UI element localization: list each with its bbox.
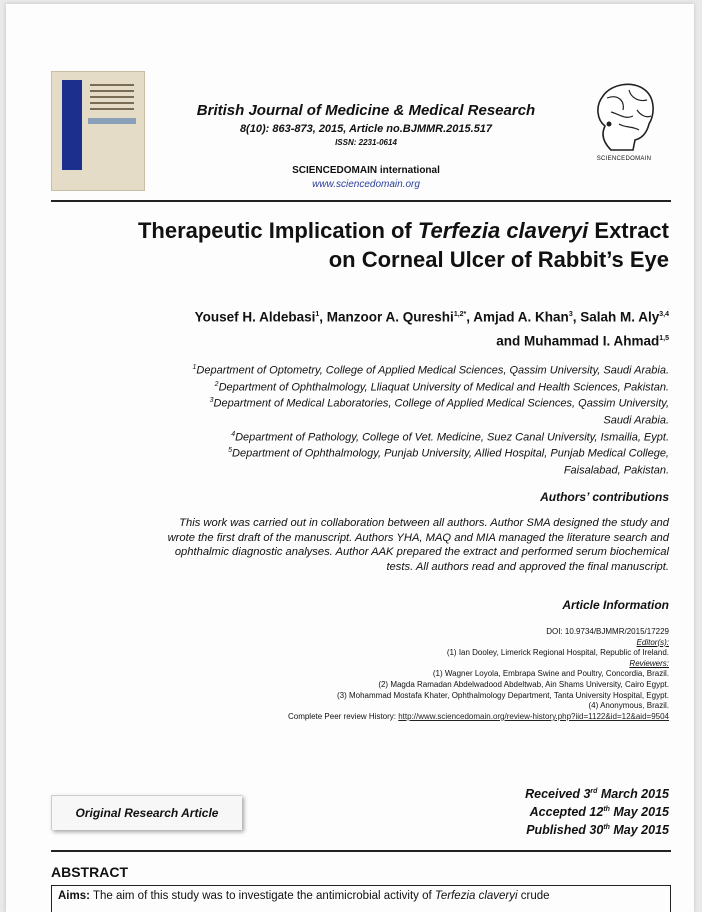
author-name: and Muhammad I. Ahmad [496, 333, 660, 348]
affiliation-sup: 4 [231, 430, 236, 438]
reviewer-entry: (1) Wagner Loyola, Embrapa Swine and Poultry, Concordia, Brazil. [432, 669, 669, 679]
editor-entry: (1) Ian Dooley, Limerick Regional Hospital, Republic of Ireland. [446, 648, 669, 658]
author-separator: , [572, 309, 581, 325]
logo-caption: SCIENCEDOMAIN [596, 156, 652, 162]
date-sup: th [603, 824, 610, 832]
reviewers-label: Reviewers: [629, 658, 669, 668]
author-affil-sup: 1,2* [453, 311, 467, 318]
date-accepted [406, 802, 669, 820]
contributions-line: This work was carried out in collaboration between all authors. Author SMA designed the study and [179, 517, 669, 529]
affiliation-text: Department of Pathology, College of Vet. Medicine, Suez Canal University, Ismailia, Eypt. [235, 431, 669, 444]
affiliation-line [51, 361, 669, 378]
affiliation-sup: 1 [192, 364, 197, 371]
date-rest: May 2015 [609, 805, 669, 820]
author-name: Yousef H. Aldebasi [194, 309, 316, 325]
article-info [51, 627, 669, 722]
author-list [51, 304, 669, 351]
peer-review-history [51, 712, 669, 723]
author-affil-sup: 1 [315, 311, 320, 318]
publisher-url[interactable]: www.sciencedomain.org [312, 179, 420, 190]
date-sup: rd [590, 788, 598, 795]
date-label: Received 3 [525, 787, 591, 802]
title-line-2: on Corneal Ulcer of Rabbit’s Eye [328, 247, 669, 272]
journal-name: British Journal of Medicine & Medical Research [196, 102, 536, 119]
affiliation-text: Department of Optometry, College of Applied Medical Sciences, Qassim University, Saudi Arabia. [196, 364, 669, 377]
title-part-2: Extract [588, 218, 669, 243]
journal-volume: 8(10): 863-873, 2015, Article no.BJMMR.2015.517 [239, 123, 493, 135]
date-received [406, 784, 669, 802]
cover-stripe [88, 118, 136, 124]
affiliation-text: Saudi Arabia. [603, 414, 669, 427]
title-part-1: Therapeutic Implication of [137, 218, 418, 243]
affiliation-text: Department of Medical Laboratories, College of Applied Medical Sciences, Qassim University, [213, 397, 669, 410]
publisher-name: SCIENCEDOMAIN international [292, 165, 440, 176]
author-separator: , [319, 309, 327, 325]
reviewer-entry: (3) Mohammad Mostafa Khater, Ophthalmology Department, Tanta University Hospital, Egypt. [336, 690, 669, 700]
date-sup: th [603, 806, 610, 814]
affiliation-text: Department of Ophthalmology, Lliaquat University of Medical and Health Sciences, Pakistan. [218, 381, 669, 394]
author-affil-sup: 1,5 [659, 334, 669, 342]
affiliation-line [51, 411, 669, 428]
aims-text: The aim of this study was to investigate the antimicrobial activity of [89, 890, 435, 902]
title-species: Terfezia claveryi [417, 218, 589, 243]
date-published [406, 820, 669, 838]
aims-text-end: crude [517, 890, 550, 902]
affiliation-line [51, 444, 669, 461]
author-name: Amjad A. Khan [473, 309, 569, 325]
date-label: Published 30 [526, 823, 604, 838]
author-affil-sup: 3 [568, 311, 573, 318]
journal-issn: ISSN: 2231-0614 [335, 138, 397, 147]
header-rule [51, 200, 671, 202]
doi[interactable]: DOI: 10.9734/BJMMR/2015/17229 [546, 627, 669, 636]
affiliation-line [51, 378, 669, 395]
affiliation-sup: 5 [228, 447, 233, 455]
date-rest: May 2015 [609, 823, 669, 838]
contributions-text [51, 516, 669, 574]
reviewer-entry: (2) Magda Ramadan Abdelwadood Abdeltwab, Ain Shams University, Cairo Egypt. [378, 679, 669, 689]
article-type-badge: Original Research Article [51, 795, 242, 830]
contributions-heading: Authors’ contributions [540, 490, 669, 504]
editors-label: Editor(s): [636, 637, 669, 647]
history-label: Complete Peer review History: [287, 711, 399, 721]
affiliation-line [51, 394, 669, 411]
abstract-rule [51, 850, 671, 852]
affiliation-sup: 3 [209, 397, 214, 405]
article-info-heading: Article Information [562, 598, 669, 612]
contributions-line: wrote the first draft of the manuscript. Authors YHA, MAQ and MIA managed the literature search and [167, 531, 669, 544]
author-name: Salah M. Aly [580, 309, 660, 325]
author-name: Manzoor A. Qureshi [326, 309, 454, 325]
reviewer-entry: (4) Anonymous, Brazil. [588, 701, 669, 711]
date-rest: March 2015 [597, 787, 669, 802]
affiliation-text: Department of Ophthalmology, Punjab University, Allied Hospital, Punjab Medical College, [232, 447, 669, 460]
history-link[interactable]: http://www.sciencedomain.org/review-history.php?iid=1122&id=12&aid=9504 [398, 711, 669, 721]
date-label: Accepted 12 [529, 805, 604, 820]
author-affil-sup: 3,4 [659, 311, 669, 318]
affiliation-sup: 2 [214, 380, 219, 388]
affiliation-text: Faisalabad, Pakistan. [563, 464, 669, 477]
contributions-line: tests. All authors read and approved the final manuscript. [386, 560, 669, 573]
affiliation-line [51, 461, 669, 478]
affiliation-line [51, 428, 669, 445]
publication-dates [406, 784, 669, 838]
aims-species: Terfezia claveryi [434, 890, 518, 902]
publisher-logo-icon [589, 76, 659, 156]
article-title [51, 216, 669, 274]
abstract-box [51, 885, 671, 912]
cover-text-lines [90, 84, 134, 112]
cover-blue-band [62, 80, 82, 170]
author-separator: , [466, 309, 474, 325]
document-page [6, 4, 694, 912]
contributions-line: ophthalmic diagnostic analyses. Author AAK prepared the extract and performed serum biochemical [174, 546, 669, 559]
journal-cover-image [51, 71, 145, 191]
affiliations [51, 361, 669, 478]
aims-label: Aims: [58, 890, 90, 902]
abstract-heading: ABSTRACT [51, 864, 128, 880]
